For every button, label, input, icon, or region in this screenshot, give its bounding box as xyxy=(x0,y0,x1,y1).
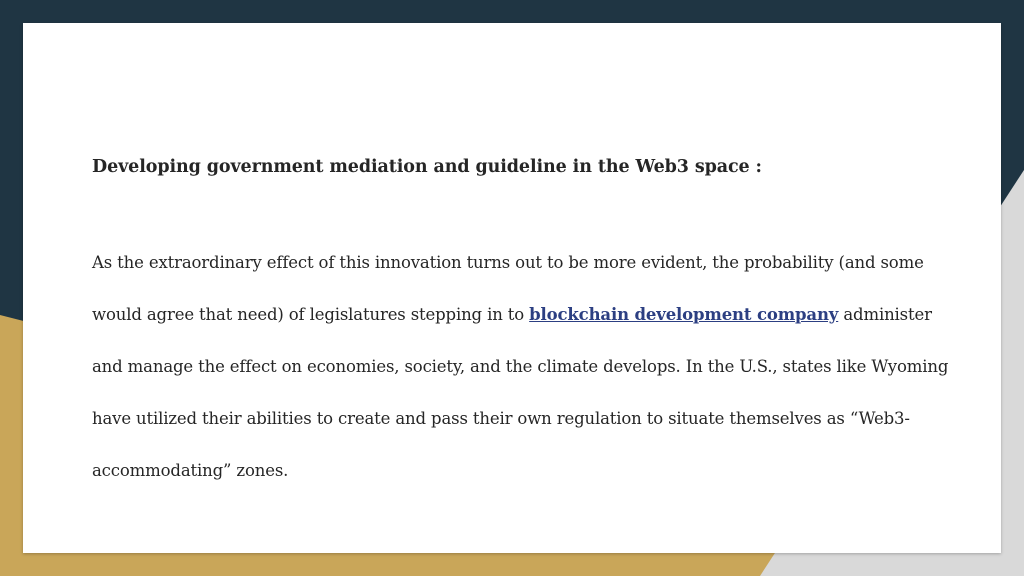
slide-heading: Developing government mediation and guideline in the Web3 space : xyxy=(92,157,762,177)
blockchain-development-company-link[interactable]: blockchain development company xyxy=(529,305,839,324)
slide-content xyxy=(92,151,952,497)
slide-paragraph xyxy=(92,237,952,497)
paragraph-text-after-link: administer and manage the effect on economies, society, and the climate develops. In the U.S., states like Wyoming have utilized their abilities to create and pass their own regulation to situate themselves as “Web3-accommodating” zones. xyxy=(92,305,949,480)
paragraph-text-before-link: As the extraordinary effect of this innovation turns out to be more evident, the probability (and some would agree that need) of legislatures stepping in to xyxy=(92,253,924,324)
slide-card xyxy=(23,23,1001,553)
